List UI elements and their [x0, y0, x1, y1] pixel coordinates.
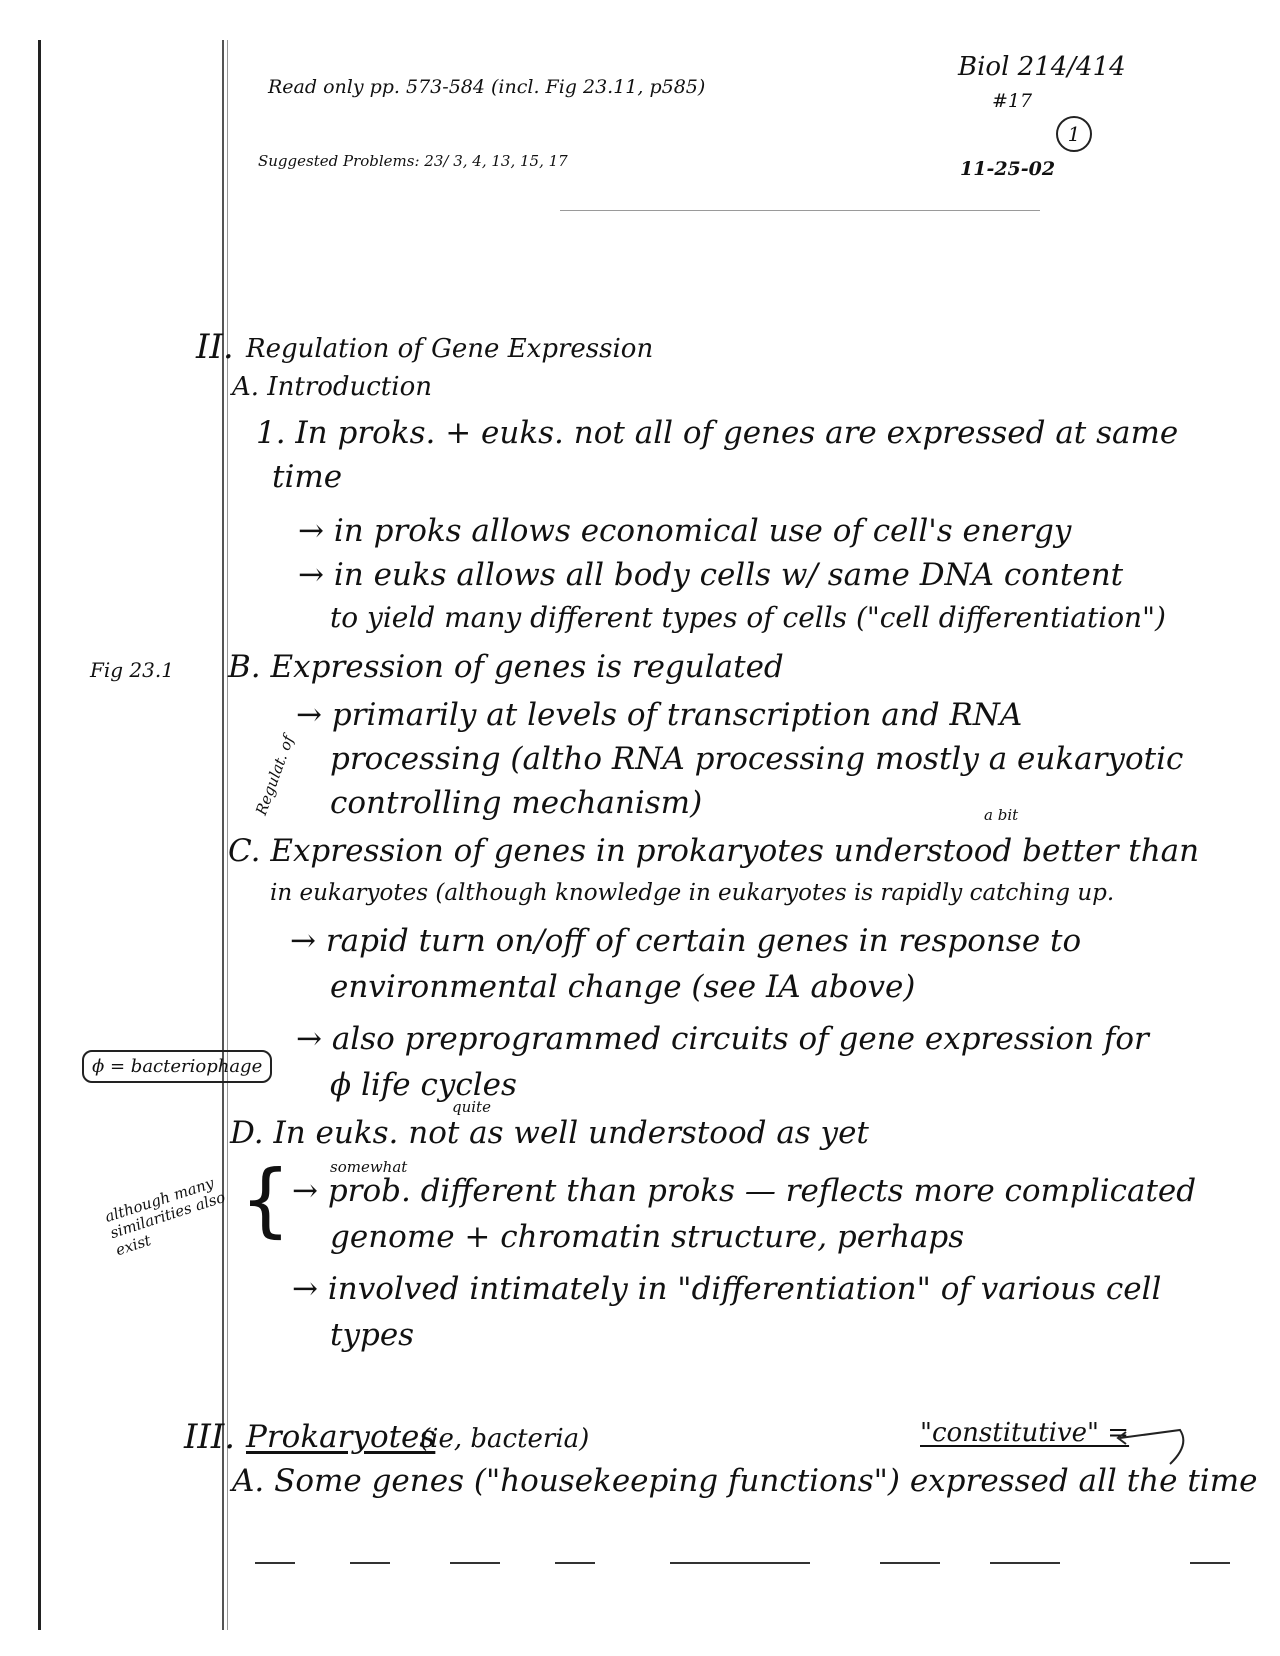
- d-arrow-different-cont: genome + chromatin structure, perhaps: [330, 1219, 965, 1255]
- footer-dash: [880, 1562, 940, 1564]
- d-arrow-differentiation: → involved intimately in "differentiation" of various cell: [292, 1271, 1162, 1307]
- subsection-c-line-1: C. Expression of genes in prokaryotes understood better than: [228, 833, 1200, 869]
- c-arrow-circuits-cont: ϕ life cycles: [330, 1067, 517, 1103]
- lecture-number: #17: [992, 90, 1033, 112]
- b-arrow-line-1: → primarily at levels of transcription and RNA: [296, 697, 1023, 733]
- b-arrow-line-2: processing (altho RNA processing mostly a eukaryotic: [330, 741, 1184, 777]
- footer-dash: [255, 1562, 295, 1564]
- c-arrow-rapid: → rapid turn on/off of certain genes in response to: [290, 923, 1082, 959]
- footer-dash: [670, 1562, 810, 1564]
- intro-point-1-cont: time: [272, 459, 343, 495]
- constitutive-label: "constitutive" =: [920, 1418, 1130, 1448]
- b-arrow-line-3: controlling mechanism): [330, 785, 703, 821]
- subsection-d-title: D. In euks. not as well understood as yet: [230, 1115, 869, 1151]
- subsection-c-line-2: in eukaryotes (although knowledge in eukaryotes is rapidly catching up.: [270, 880, 1115, 906]
- lecture-date: 11-25-02: [960, 158, 1056, 180]
- c-insert-regulation: Regulat. of: [252, 733, 298, 818]
- margin-line: [222, 40, 224, 1630]
- figure-reference: Fig 23.1: [90, 658, 174, 682]
- d-arrow-different: → prob. different than proks — reflects more complicated: [292, 1173, 1197, 1209]
- section-numeral: II.: [196, 327, 234, 367]
- footer-dash: [450, 1562, 500, 1564]
- intro-arrow-euks-cont: to yield many different types of cells ("cell differentiation"): [330, 601, 1166, 634]
- reading-assignment: Read only pp. 573-584 (incl. Fig 23.11, p585): [268, 76, 706, 98]
- intro-point-1: 1. In proks. + euks. not all of genes are expressed at same: [256, 415, 1179, 451]
- d-insert-quite: quite: [452, 1098, 491, 1116]
- phage-definition-box: ϕ = bacteriophage: [82, 1050, 272, 1083]
- c-insert-a-bit: a bit: [984, 806, 1019, 824]
- subsection-a-title: A. Introduction: [232, 372, 432, 402]
- page-number-circle: 1: [1056, 116, 1092, 152]
- section-iii-numeral: III.: [184, 1417, 236, 1457]
- suggested-problems: Suggested Problems: 23/ 3, 4, 13, 15, 17: [258, 152, 568, 170]
- footer-dash: [1190, 1562, 1230, 1564]
- intro-arrow-proks: → in proks allows economical use of cell's energy: [298, 513, 1072, 549]
- c-arrow-rapid-cont: environmental change (see IA above): [330, 969, 916, 1005]
- footer-dash: [990, 1562, 1060, 1564]
- binding-edge-line: [38, 40, 41, 1630]
- course-number: Biol 214/414: [958, 52, 1126, 82]
- footer-dash: [350, 1562, 390, 1564]
- margin-note-similarities: although many similarities also exist: [102, 1173, 228, 1259]
- c-arrow-circuits: → also preprogrammed circuits of gene expression for: [296, 1021, 1149, 1057]
- d-insert-somewhat: somewhat: [330, 1158, 408, 1176]
- header-rule: [560, 210, 1040, 211]
- section-iii-title: Prokaryotes: [246, 1419, 436, 1455]
- section-iii-a-line: A. Some genes ("housekeeping functions") expressed all the time: [232, 1463, 1258, 1499]
- intro-arrow-euks: → in euks allows all body cells w/ same DNA content: [298, 557, 1124, 593]
- margin-brace: {: [240, 1153, 291, 1246]
- section-iii-title-paren: (ie, bacteria): [420, 1424, 590, 1454]
- footer-dash: [555, 1562, 595, 1564]
- d-arrow-differentiation-cont: types: [330, 1317, 415, 1353]
- subsection-b-title: B. Expression of genes is regulated: [228, 649, 784, 685]
- section-title: Regulation of Gene Expression: [246, 334, 654, 364]
